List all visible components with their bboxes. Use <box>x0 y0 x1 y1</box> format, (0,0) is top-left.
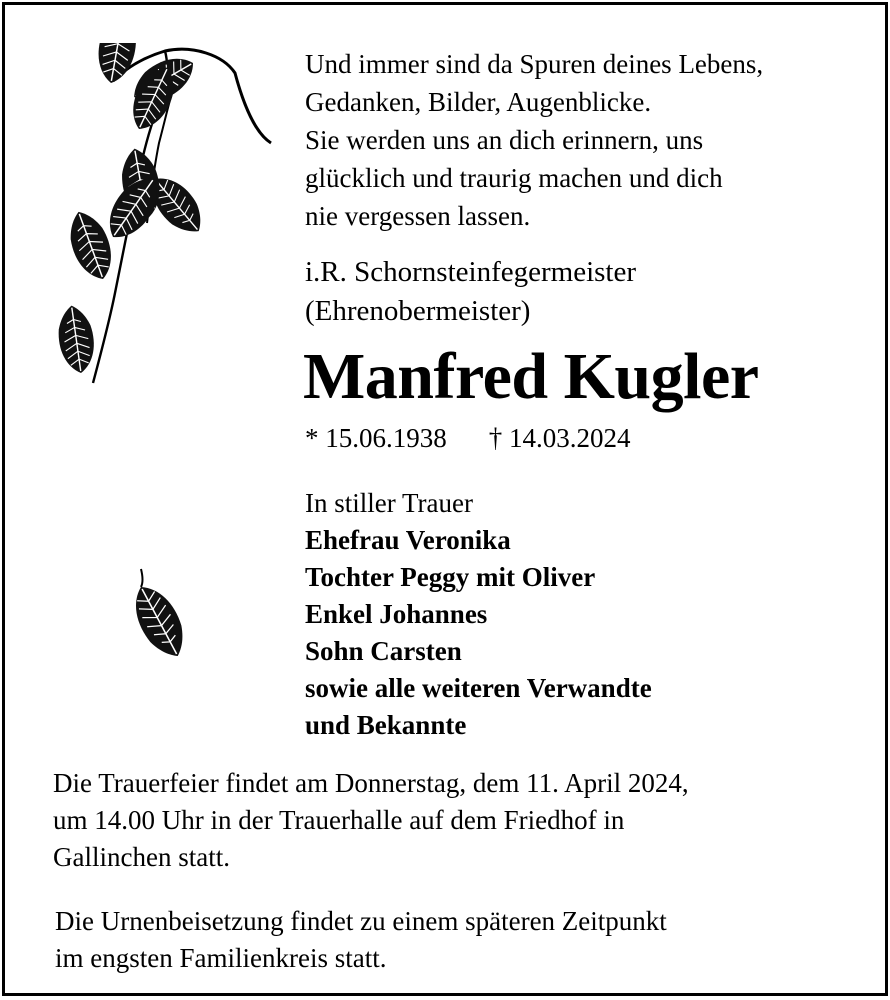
falling-leaf-icon <box>127 565 187 675</box>
obituary-frame <box>2 2 888 996</box>
birch-branch-icon <box>43 43 278 453</box>
mourner-name: sowie alle weiteren Verwandte <box>305 673 652 703</box>
title-line-profession: i.R. Schornsteinfegermeister <box>305 256 636 288</box>
poem-line: Gedanken, Bilder, Augenblicke. <box>305 87 652 117</box>
urn-line: Die Urnenbeisetzung findet zu einem späteren Zeitpunkt <box>55 906 667 936</box>
mourner-name: Tochter Peggy mit Oliver <box>305 562 596 592</box>
poem-line: Und immer sind da Spuren deines Lebens, <box>305 49 764 79</box>
urn-line: im engsten Familienkreis statt. <box>55 943 387 973</box>
deceased-title <box>305 253 865 331</box>
mourners-intro: In stiller Trauer <box>305 488 473 518</box>
poem-line: nie vergessen lassen. <box>305 201 531 231</box>
life-dates <box>305 419 865 457</box>
birth-date: * 15.06.1938 <box>305 423 447 453</box>
mourners-list <box>305 485 865 744</box>
poem-line: Sie werden uns an dich erinnern, uns <box>305 125 704 155</box>
mourner-name: Sohn Carsten <box>305 636 462 666</box>
death-date: † 14.03.2024 <box>488 423 631 453</box>
mourner-name: und Bekannte <box>305 710 467 740</box>
memorial-poem <box>305 45 865 235</box>
mourner-name: Ehefrau Veronika <box>305 525 511 555</box>
ceremony-line: um 14.00 Uhr in der Trauerhalle auf dem Friedhof in <box>53 805 625 835</box>
ceremony-line: Die Trauerfeier findet am Donnerstag, dem 11. April 2024, <box>53 768 689 798</box>
deceased-name: Manfred Kugler <box>303 340 759 413</box>
ceremony-line: Gallinchen statt. <box>53 842 230 872</box>
poem-line: glücklich und traurig machen und dich <box>305 163 723 193</box>
mourner-name: Enkel Johannes <box>305 599 488 629</box>
funeral-ceremony-notice <box>53 765 853 876</box>
urn-burial-notice <box>55 903 855 977</box>
title-line-honorary: (Ehrenobermeister) <box>305 295 531 327</box>
